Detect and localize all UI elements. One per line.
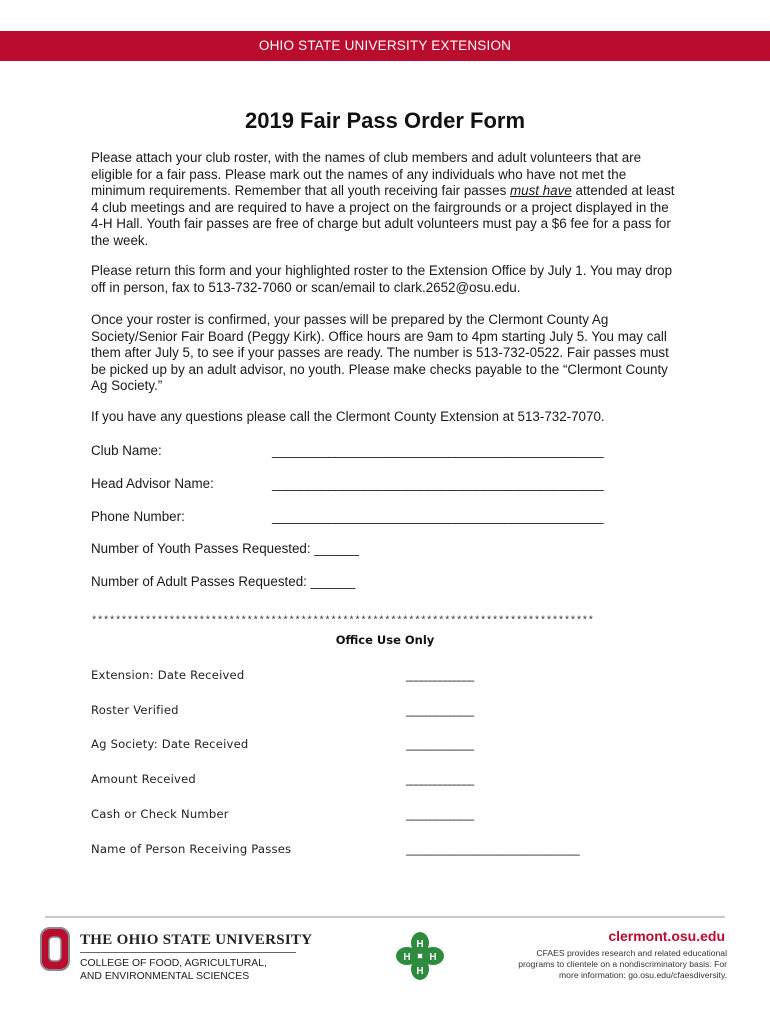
office-use-title: Office Use Only: [335, 633, 435, 647]
phone-number-label: Phone Number:: [91, 509, 185, 524]
college-name: [80, 957, 310, 983]
office-field-receiver-name[interactable]: ____________________________________: [406, 842, 579, 856]
form-title: 2019 Fair Pass Order Form: [244, 108, 526, 133]
instructions-text-b: attended at least 4 club meetings and are required to have a project on the fairgrounds or a project displayed in the 4-H Hall. Youth fair passes are free of charge but adult volunteers must pay a $6 fee for a pass for the week.: [91, 183, 675, 248]
office-field-roster-verified[interactable]: ______________: [406, 703, 474, 717]
university-wordmark: THE OHIO STATE UNIVERSITY: [80, 932, 313, 948]
cfaes-statement: [487, 948, 727, 981]
svg-text:H: H: [416, 939, 424, 950]
office-field-ag-society-date[interactable]: ______________: [406, 737, 474, 751]
club-name-field[interactable]: _______________________________________________: [272, 443, 604, 458]
office-item-date-received: Extension: Date Received: [91, 668, 245, 682]
must-have-emphasis: must have: [510, 183, 572, 199]
extension-banner: OHIO STATE UNIVERSITY EXTENSION: [0, 31, 770, 61]
cfaes-line-3: more information: go.osu.edu/cfaesdiversity.: [559, 970, 727, 980]
instructions-text-a: Please attach your club roster, with the names of club members and adult volunteers that are eligible for a fair pass. Please mark out the names of any individuals who have not met the minimum requirements. Remember that all youth receiving fair passes: [91, 150, 642, 199]
svg-text:H: H: [416, 966, 424, 977]
section-separator: ************************************************************************************: [91, 615, 594, 627]
wordmark-rule: [80, 952, 296, 953]
youth-passes-field[interactable]: Number of Youth Passes Requested: ______: [91, 541, 360, 556]
phone-number-field[interactable]: _______________________________________________: [272, 509, 604, 524]
office-field-date-received[interactable]: ______________: [406, 668, 474, 682]
block-o-logo-icon: [40, 927, 70, 971]
four-h-clover-icon: [394, 930, 446, 982]
return-instructions: Please return this form and your highlighted roster to the Extension Office by July 1. You may drop off in person, fax to 513-732-7060 or scan/email to clark.2652@osu.edu.: [91, 263, 673, 295]
office-field-amount-received[interactable]: ______________: [406, 772, 474, 786]
website-link[interactable]: clermont.osu.edu: [608, 928, 725, 944]
college-line-2: AND ENVIRONMENTAL SCIENCES: [80, 971, 250, 982]
college-line-1: COLLEGE OF FOOD, AGRICULTURAL,: [80, 958, 267, 969]
head-advisor-field[interactable]: _______________________________________________: [272, 476, 604, 491]
office-item-cash-check-number: Cash or Check Number: [91, 807, 229, 821]
office-item-receiver-name: Name of Person Receiving Passes: [91, 842, 292, 856]
pickup-instructions: Once your roster is confirmed, your passes will be prepared by the Clermont County Ag Society/Senior Fair Board (Peggy Kirk). Office hours are 9am to 4pm starting July 5. You may call them after July 5, to see if your passes are ready. The number is 513-732-0522. Fair passes must be picked up by an adult advisor, no youth. Please make checks payable to the “Clermont County Ag Society.”: [91, 312, 669, 394]
instructions-paragraph-1: [91, 150, 681, 250]
office-field-cash-check-number[interactable]: ______________: [406, 807, 474, 821]
club-name-label: Club Name:: [91, 443, 162, 458]
svg-text:H: H: [429, 952, 437, 963]
office-item-roster-verified: Roster Verified: [91, 703, 179, 717]
head-advisor-label: Head Advisor Name:: [91, 476, 214, 491]
contact-instructions: If you have any questions please call the Clermont County Extension at 513-732-7070.: [91, 409, 605, 424]
cfaes-line-1: CFAES provides research and related educational: [536, 948, 727, 958]
cfaes-line-2: programs to clientele on a nondiscriminatory basis. For: [518, 959, 727, 969]
office-item-amount-received: Amount Received: [91, 772, 196, 786]
svg-text:H: H: [403, 952, 411, 963]
footer-divider: [45, 916, 725, 918]
adult-passes-field[interactable]: Number of Adult Passes Requested: ______: [91, 574, 356, 589]
office-item-ag-society-date: Ag Society: Date Received: [91, 737, 249, 751]
